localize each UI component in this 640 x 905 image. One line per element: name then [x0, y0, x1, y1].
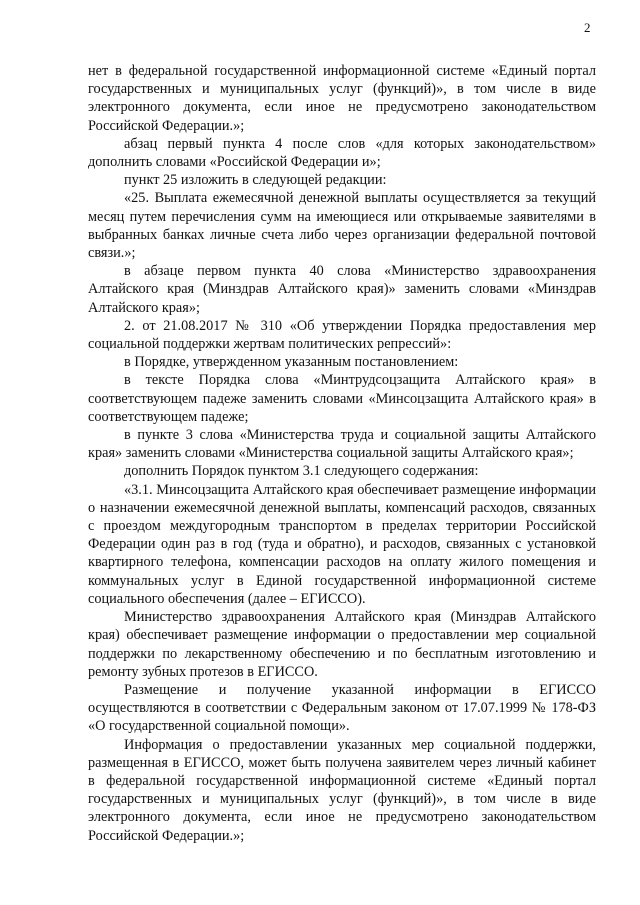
- paragraph-14: Информация о предоставлении указанных мер социальной поддержки, размещенная в ЕГИССО, может быть получена заявителем через личный кабинет в федеральной государственной информационной системе «Единый портал государственных и муниципальных услуг (функций)», в том числе в виде электронного документа, если иное не предусмотрено законодательством Российской Федерации.»;: [88, 736, 596, 844]
- paragraph-6: 2. от 21.08.2017 № 310 «Об утверждении Порядка предоставления мер социальной поддержки жертвам политических репрессий»:: [88, 317, 596, 353]
- paragraph-1: нет в федеральной государственной информационной системе «Единый портал государственных и муниципальных услуг (функций)», в том числе в виде электронного документа, если иное не предусмотрено законодательством Российской Федерации.»;: [88, 63, 596, 134]
- paragraph-9: в пункте 3 слова «Министерства труда и социальной защиты Алтайского края» заменить словами «Министерства социальной защиты Алтайского края»;: [88, 427, 596, 462]
- paragraph-7: в Порядке, утвержденном указанным постановлением:: [124, 354, 459, 371]
- paragraph-10: дополнить Порядок пунктом 3.1 следующего содержания:: [124, 463, 479, 480]
- document-body: [88, 62, 596, 845]
- paragraph-3: пункт 25 изложить в следующей редакции:: [124, 172, 387, 189]
- paragraph-4: «25. Выплата ежемесячной денежной выплаты осуществляется за текущий месяц путем перечисления сумм на имеющиеся или открываемые заявителями в выбранных банках личные счета либо через организации федеральной почтовой связи.»;: [88, 190, 596, 262]
- page-number: 2: [584, 20, 591, 35]
- paragraph-5: в абзаце первом пункта 40 слова «Министерство здравоохранения Алтайского края (Минздрав Алтайского края)» заменить словами «Минздрав Алтайского края»;: [88, 263, 596, 316]
- paragraph-11: «3.1. Минсоцзащита Алтайского края обеспечивает размещение информации о назначении ежемесячной денежной выплаты, компенсаций расходов, связанных с проездом междугородным транспортом в пределах территории Российской Федерации один раз в год (туда и обратно), и расходов, связанных с установкой квартирного телефона, компенсации расходов на оплату жилого помещения и коммунальных услуг в Единой государственной информационной системе социального обеспечения (далее – ЕГИССО).: [88, 481, 596, 607]
- paragraph-12: Министерство здравоохранения Алтайского края (Минздрав Алтайского края) обеспечивает размещение информации о предоставлении мер социальной поддержки по лекарственному обеспечению и по бесплатным изготовлению и ремонту зубных протезов в ЕГИССО.: [88, 609, 596, 680]
- paragraph-2: абзац первый пункта 4 после слов «для которых законодательством» дополнить словами «Российской Федерации и»;: [88, 135, 596, 171]
- paragraph-8: в тексте Порядка слова «Минтрудсоцзащита Алтайского края» в соответствующем падеже заменить словами «Минсоцзащита Алтайского края» в соответствующем падеже;: [88, 372, 596, 425]
- paragraph-13: Размещение и получение указанной информации в ЕГИССО осуществляются в соответствии с Федеральным законом от 17.07.1999 № 178-ФЗ «О государственной социальной помощи».: [88, 681, 596, 735]
